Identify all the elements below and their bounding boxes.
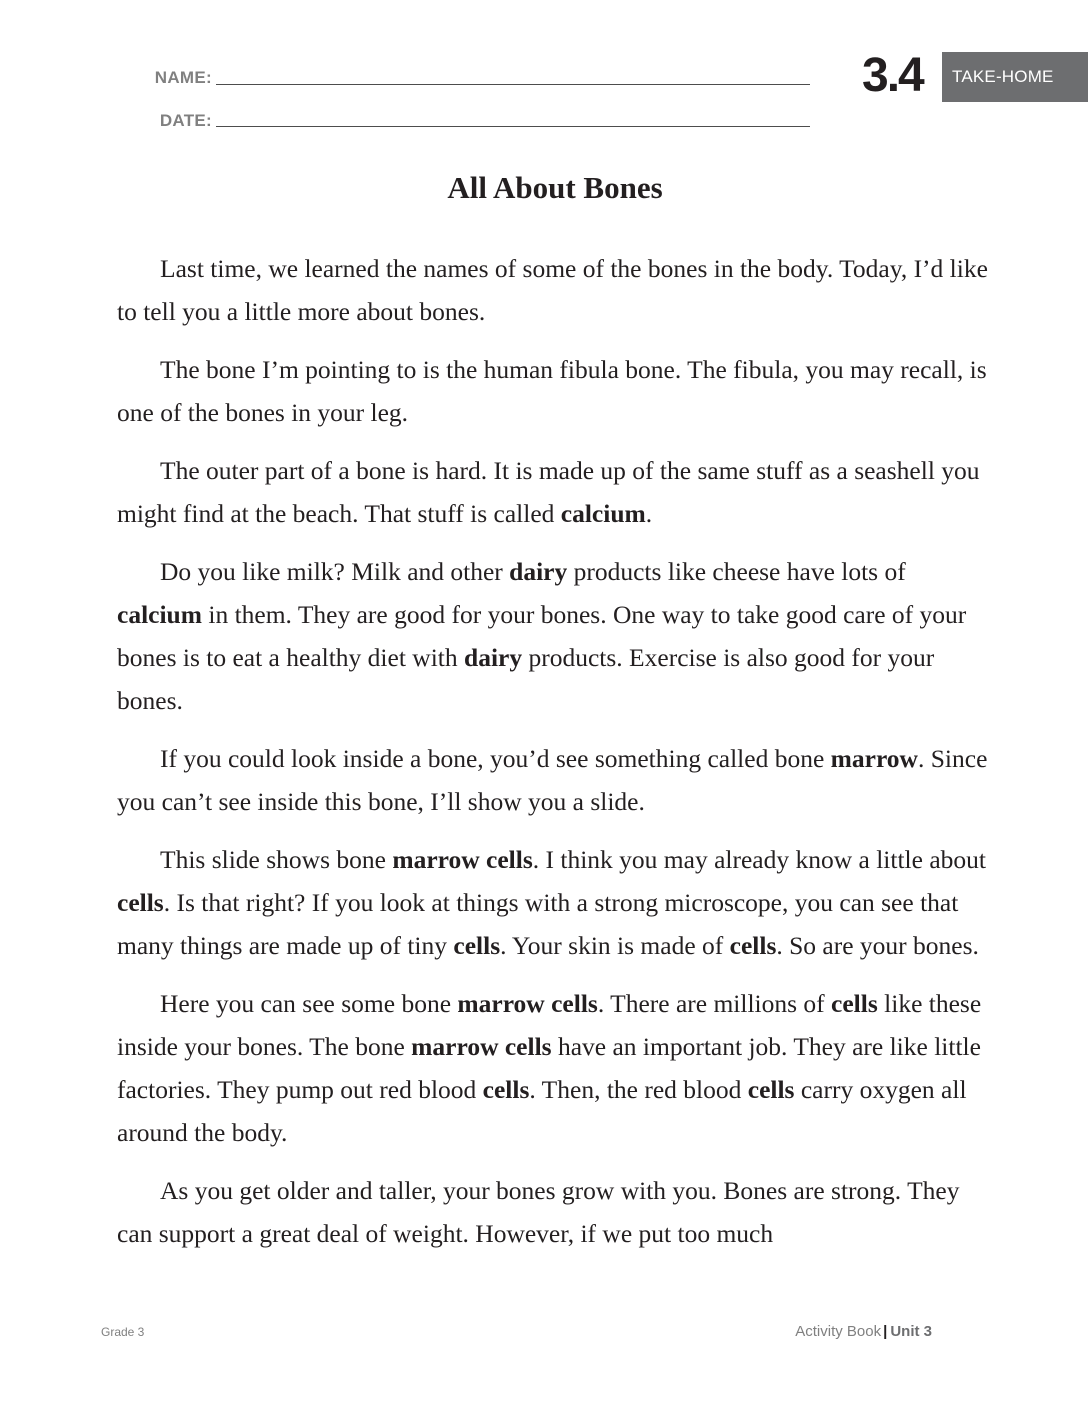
paragraph [117,982,997,1154]
vocabulary-word: cells [117,888,164,917]
text-run: The outer part of a bone is hard. It is made up of the same stuff as a seashell you might find at the beach. That stuff is called [117,456,980,528]
text-run: . [645,499,653,528]
vocabulary-word: marrow [830,744,918,773]
text-run: Here you can see some bone [160,989,458,1018]
vocabulary-word: calcium [560,499,646,528]
text-run: carry oxygen all around the body. [117,1075,967,1147]
vocabulary-word: dairy [464,643,523,672]
vocabulary-word: marrow cells [392,845,533,874]
paragraph [117,348,997,434]
vocabulary-word: cells [831,989,878,1018]
body-text [117,247,997,1270]
text-run: products. Exercise is also good for your bones. [117,643,935,715]
footer-unit: Unit 3 [890,1323,932,1340]
text-run: like these inside your bones. The bone [117,989,982,1061]
date-write-line [216,126,810,127]
footer-book-unit [795,1323,932,1340]
text-run: have an important job. They are like little factories. They pump out red blood [117,1032,981,1104]
text-run: . So are your bones. [776,931,979,960]
vocabulary-word: calcium [117,600,202,629]
page-title: All About Bones [447,170,663,205]
text-run: The bone I’m pointing to is the human fibula bone. The fibula, you may recall, is one of the bones in your leg. [117,355,987,427]
footer-separator: | [883,1323,888,1340]
text-run: products like cheese have lots of [567,557,906,586]
text-run: . Is that right? If you look at things with a strong microscope, you can see that many things are made up of tiny [117,888,959,960]
vocabulary-word: marrow cells [411,1032,552,1061]
take-home-tab: TAKE-HOME [942,52,1088,102]
paragraph [117,449,997,535]
vocabulary-word: cells [747,1075,795,1104]
name-label: NAME: [154,68,212,87]
footer-grade: Grade 3 [101,1325,145,1339]
text-run: . Since you can’t see inside this bone, I’ll show you a slide. [117,744,988,816]
text-run: . Then, the red blood [529,1075,748,1104]
lesson-number: 3.4 [862,49,923,102]
paragraph [117,737,997,823]
text-run: If you could look inside a bone, you’d see something called bone [160,744,831,773]
text-run: This slide shows bone [160,845,393,874]
text-run: . There are millions of [597,989,832,1018]
vocabulary-word: cells [482,1075,530,1104]
text-run: . I think you may already know a little about [532,845,986,874]
vocabulary-word: cells [729,931,777,960]
paragraph [117,838,997,967]
vocabulary-word: cells [453,931,501,960]
text-run: Last time, we learned the names of some of the bones in the body. Today, I’d like to tell you a little more about bones. [117,254,988,326]
vocabulary-word: marrow cells [457,989,598,1018]
text-run: . Your skin is made of [500,931,730,960]
paragraph [117,247,997,333]
vocabulary-word: dairy [509,557,568,586]
footer-book: Activity Book [795,1323,882,1340]
date-label: DATE: [159,111,212,130]
paragraph [117,550,997,722]
name-write-line [216,84,810,85]
paragraph [117,1169,997,1255]
text-run: in them. They are good for your bones. One way to take good care of your bones is to eat a healthy diet with [117,600,967,672]
text-run: As you get older and taller, your bones grow with you. Bones are strong. They can support a great deal of weight. However, if we put too much [117,1176,960,1248]
text-run: Do you like milk? Milk and other [160,557,510,586]
